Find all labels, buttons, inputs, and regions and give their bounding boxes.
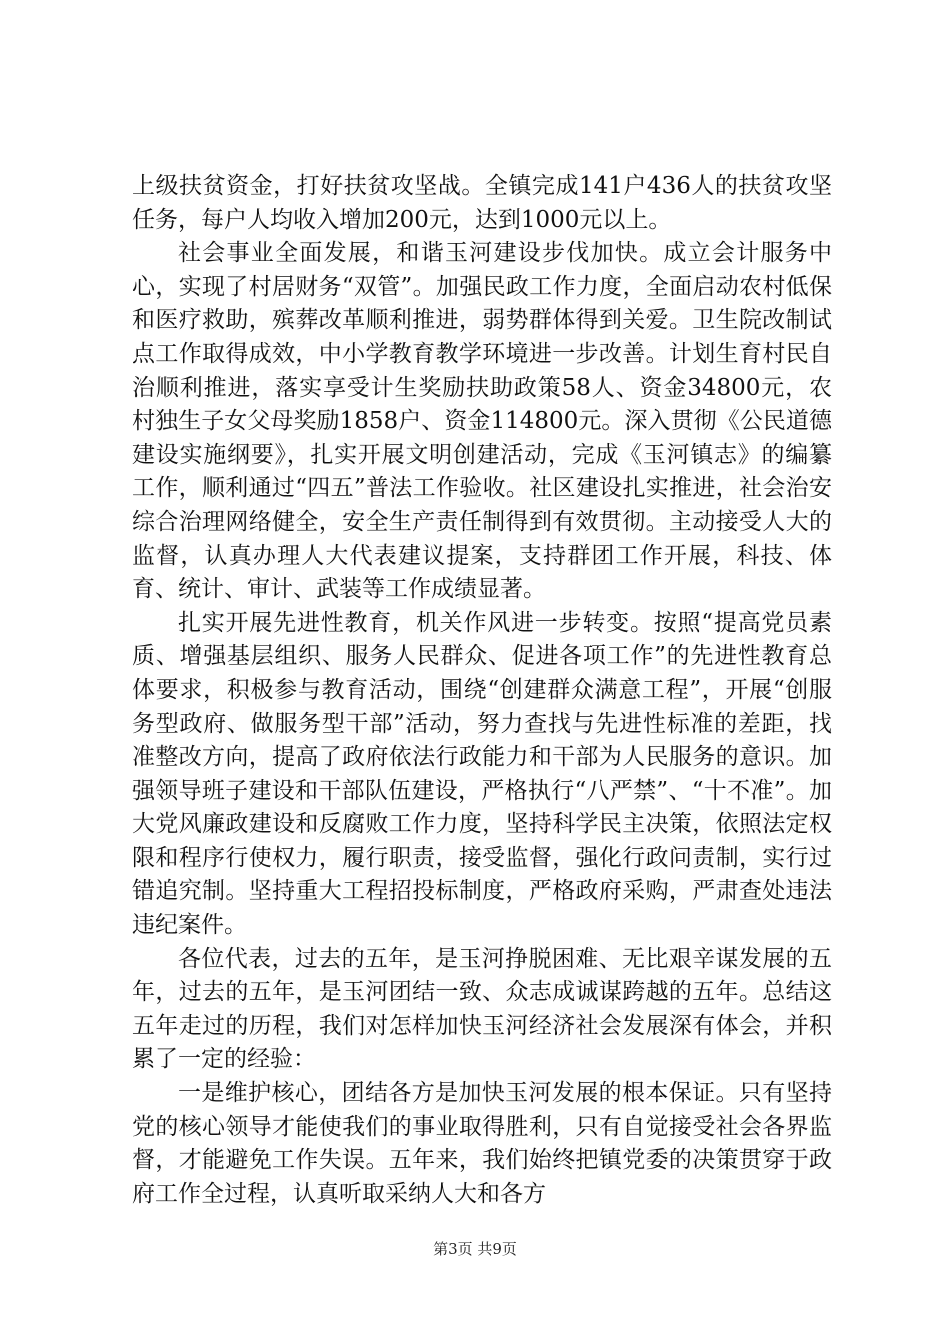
paragraph-2: 社会事业全面发展，和谐玉河建设步伐加快。成立会计服务中心，实现了村居财务“双管”。加强民政工作力度，全面启动农村低保和医疗救助，殡葬改革顺利推进，弱势群体得到关爱。卫生院改制试点工作取得成效，中小学教育教学环境进一步改善。计划生育村民自治顺利推进，落实享受计生奖励扶助政策58人、资金34800元，农村独生子女父母奖励1858户、资金114800元。深入贯彻《公民道德建设实施纲要》，扎实开展文明创建活动，完成《玉河镇志》的编纂工作，顺利通过“四五”普法工作验收。社区建设扎实推进，社会治安综合治理网络健全，安全生产责任制得到有效贯彻。主动接受人大的监督，认真办理人大代表建议提案，支持群团工作开展，科技、体育、统计、审计、武装等工作成绩显著。	[132, 240, 832, 603]
document-body	[132, 170, 832, 1211]
paragraph-3: 扎实开展先进性教育，机关作风进一步转变。按照“提高党员素质、增强基层组织、服务人民群众、促进各项工作”的先进性教育总体要求，积极参与教育活动，围绕“创建群众满意工程”，开展“创服务型政府、做服务型干部”活动，努力查找与先进性标准的差距，找准整改方向，提高了政府依法行政能力和干部为人民服务的意识。加强领导班子建设和干部队伍建设，严格执行“八严禁”、“十不准”。加大党风廉政建设和反腐败工作力度，坚持科学民主决策，依照法定权限和程序行使权力，履行职责，接受监督，强化行政问责制，实行过错追究制。坚持重大工程招投标制度，严格政府采购，严肃查处违法违纪案件。	[132, 609, 832, 939]
paragraph-4: 各位代表，过去的五年，是玉河挣脱困难、无比艰辛谋发展的五年，过去的五年，是玉河团结一致、众志成诚谋跨越的五年。总结这五年走过的历程，我们对怎样加快玉河经济社会发展深有体会，并积累了一定的经验：	[132, 945, 832, 1073]
page-number-footer: 第3页 共9页	[433, 1240, 517, 1258]
paragraph-1: 上级扶贫资金，打好扶贫攻坚战。全镇完成141户436人的扶贫攻坚任务，每户人均收入增加200元，达到1000元以上。	[132, 173, 832, 233]
paragraph-5: 一是维护核心，团结各方是加快玉河发展的根本保证。只有坚持党的核心领导才能使我们的事业取得胜利，只有自觉接受社会各界监督，才能避免工作失误。五年来，我们始终把镇党委的决策贯穿于政府工作全过程，认真听取采纳人大和各方	[132, 1080, 832, 1207]
